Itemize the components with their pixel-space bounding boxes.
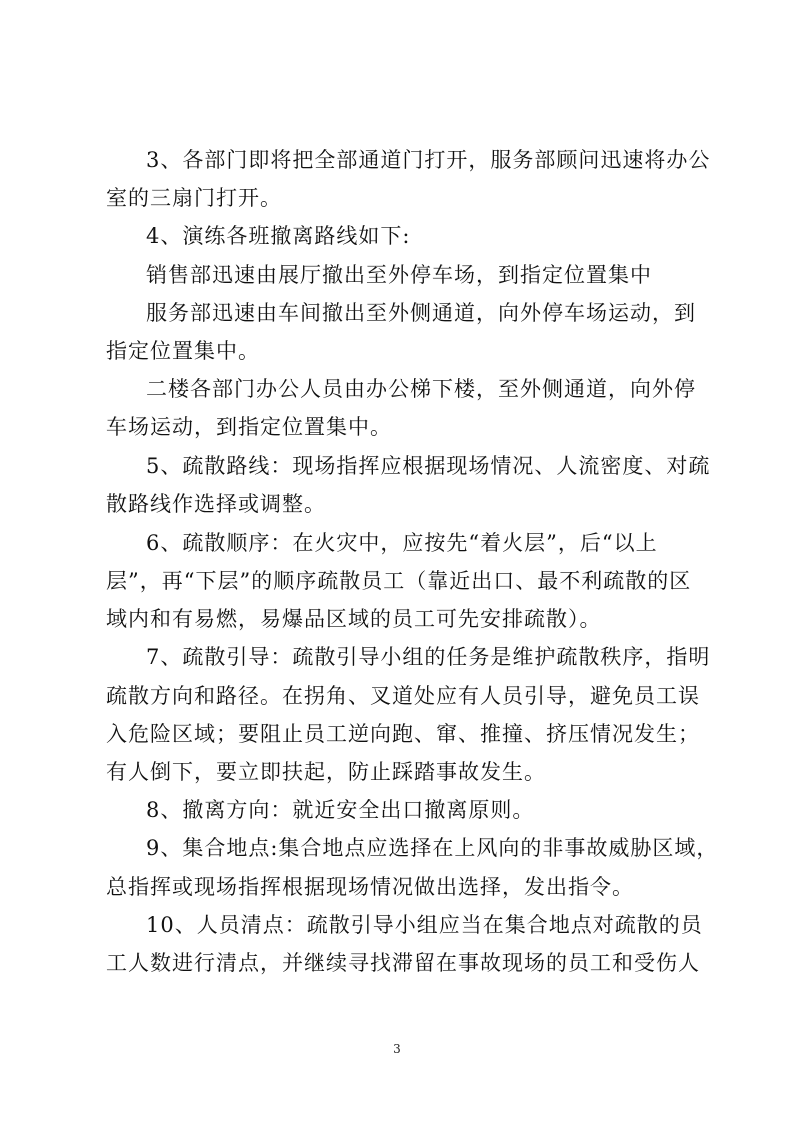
- paragraph-10-line-2: 工人数进行清点，并继续寻找滞留在事故现场的员工和受伤人: [106, 951, 700, 975]
- sales-route-line: 销售部迅速由展厅撤出至外停车场，到指定位置集中: [146, 263, 652, 287]
- paragraph-3-line-1: 3、各部门即将把全部通道门打开，服务部顾问迅速将办公: [146, 148, 711, 172]
- paragraph-5-line-1: 5、疏散路线：现场指挥应根据现场情况、人流密度、对疏: [146, 454, 711, 478]
- paragraph-7-line-2: 疏散方向和路径。在拐角、叉道处应有人员引导，避免员工误: [106, 684, 700, 708]
- paragraph-7-line-3: 入危险区域；要阻止员工逆向跑、窜、推撞、挤压情况发生；: [106, 722, 700, 746]
- service-route-line-2: 指定位置集中。: [106, 339, 260, 363]
- paragraph-6-line-3: 域内和有易燃，易爆品区域的员工可先安排疏散）。: [106, 607, 602, 631]
- paragraph-7-line-4: 有人倒下，要立即扶起，防止踩踏事故发生。: [106, 760, 546, 784]
- service-route-line-1: 服务部迅速由车间撤出至外侧通道，向外停车场运动，到: [146, 301, 696, 325]
- paragraph-3-line-2: 室的三扇门打开。: [106, 186, 282, 210]
- paragraph-9-line-1: 9、集合地点:集合地点应选择在上风向的非事故威胁区域，: [146, 836, 719, 860]
- second-floor-route-line-1: 二楼各部门办公人员由办公梯下楼，至外侧通道，向外停: [146, 377, 696, 401]
- second-floor-route-line-2: 车场运动，到指定位置集中。: [106, 415, 392, 439]
- paragraph-10-line-1: 10、人员清点：疏散引导小组应当在集合地点对疏散的员: [146, 913, 703, 937]
- paragraph-6-line-2: 层”，再“下层”的顺序疏散员工（靠近出口、最不利疏散的区: [106, 569, 692, 593]
- paragraph-4-line-1: 4、演练各班撤离路线如下:: [146, 224, 411, 248]
- paragraph-6-line-1: 6、疏散顺序：在火灾中，应按先“着火层”，后“以上: [146, 531, 658, 555]
- paragraph-9-line-2: 总指挥或现场指挥根据现场情况做出选择，发出指令。: [106, 875, 634, 899]
- paragraph-7-line-1: 7、疏散引导：疏散引导小组的任务是维护疏散秩序，指明: [146, 645, 711, 669]
- paragraph-8-line-1: 8、撤离方向：就近安全出口撤离原则。: [146, 798, 535, 822]
- paragraph-5-line-2: 散路线作选择或调整。: [106, 492, 326, 516]
- page-number: 3: [393, 1042, 401, 1056]
